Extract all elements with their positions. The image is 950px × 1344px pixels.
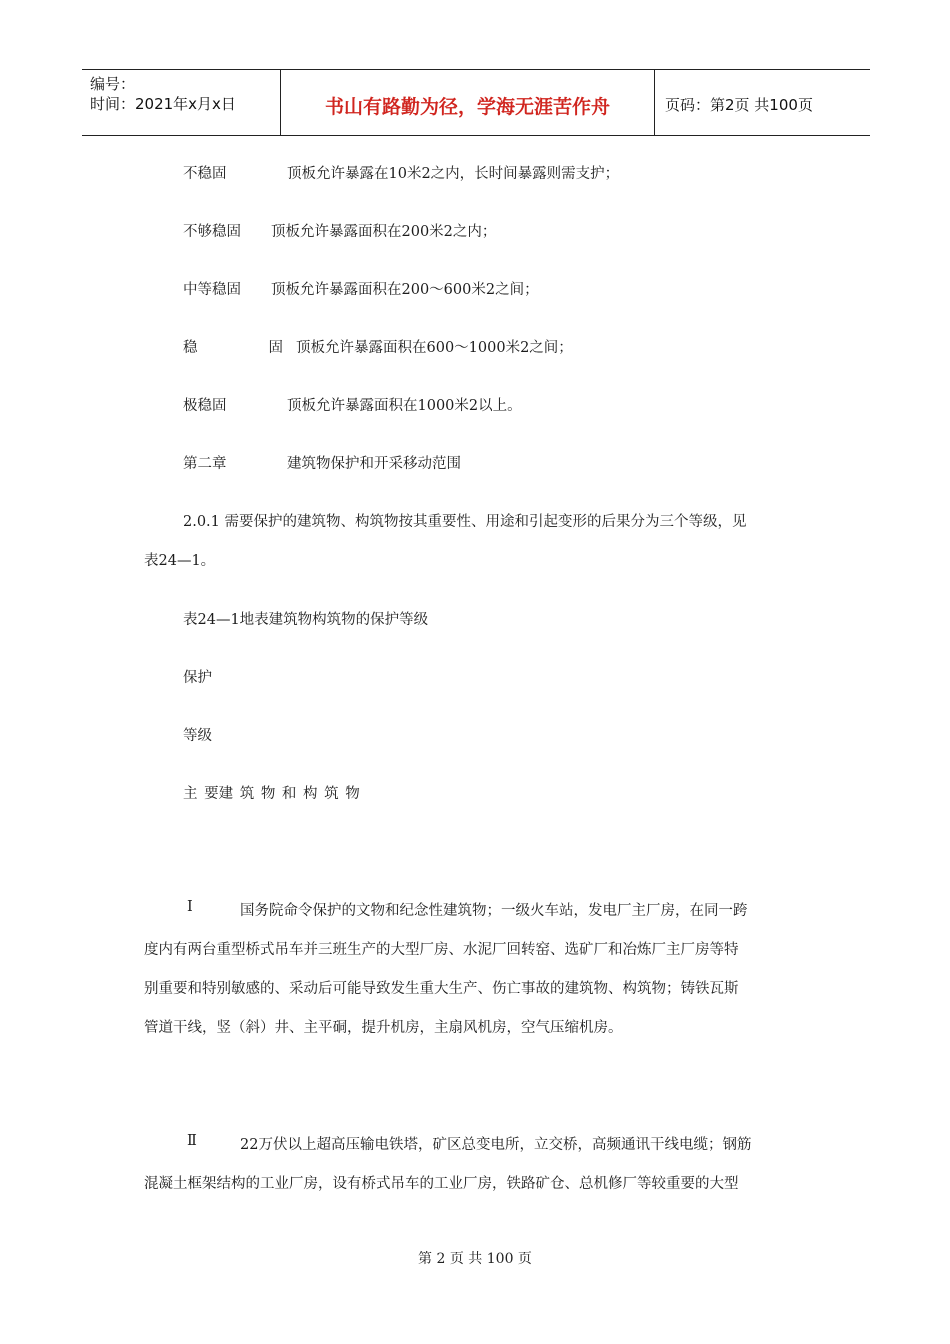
stability-desc: 顶板允许暴露面积在200米2之内； xyxy=(271,224,497,240)
table-header-protection: 保护 xyxy=(183,670,212,686)
header-page-info: 页码：第2页 共100页 xyxy=(665,96,813,114)
stability-term: 中等稳固 xyxy=(183,282,241,298)
document-header xyxy=(82,69,870,136)
grade-text-line: 国务院命令保护的文物和纪念性建筑物；一级火车站，发电厂主厂房，在同一跨 xyxy=(240,903,748,919)
stability-desc: 顶板允许暴露面积在200～600米2之间； xyxy=(271,282,539,298)
stability-desc: 顶板允许暴露面积在600～1000米2之间； xyxy=(296,340,573,356)
document-number-label: 编号： xyxy=(90,75,136,93)
grade-numeral: Ⅱ xyxy=(187,1133,197,1149)
grade-text-line: 管道干线，竖（斜）井、主平硐，提升机房，主扇风机房，空气压缩机房。 xyxy=(144,1020,623,1036)
table-caption: 表24—1地表建筑物构筑物的保护等级 xyxy=(183,612,429,628)
stability-desc: 顶板允许暴露在10米2之内，长时间暴露则需支护； xyxy=(287,166,620,182)
stability-term: 稳 固 xyxy=(183,340,297,356)
table-header-buildings: 主 要建 筑 物 和 构 筑 物 xyxy=(183,786,360,802)
chapter-label: 第二章 xyxy=(183,456,227,472)
header-page-cell xyxy=(655,70,870,135)
grade-numeral: Ⅰ xyxy=(187,899,193,915)
header-motto-cell xyxy=(281,70,655,135)
grade-text-line: 别重要和特别敏感的、采动后可能导致发生重大生产、伤亡事故的建筑物、构筑物；铸铁瓦斯 xyxy=(144,981,739,997)
grade-text-line: 度内有两台重型桥式吊车并三班生产的大型厂房、水泥厂回转窑、选矿厂和冶炼厂主厂房等特 xyxy=(144,942,739,958)
table-header-grade: 等级 xyxy=(183,728,212,744)
stability-term: 不稳固 xyxy=(183,166,227,182)
grade-text-line: 混凝土框架结构的工业厂房，设有桥式吊车的工业厂房，铁路矿仓、总机修厂等较重要的大型 xyxy=(144,1176,739,1192)
header-motto: 书山有路勤为径，学海无涯苦作舟 xyxy=(324,96,610,118)
page-footer: 第 2 页 共 100 页 xyxy=(418,1251,532,1267)
chapter-title: 建筑物保护和开采移动范围 xyxy=(287,456,461,472)
header-meta-cell xyxy=(82,70,281,135)
paragraph-line: 表24—1。 xyxy=(144,553,216,569)
grade-text-line: 22万伏以上超高压输电铁塔，矿区总变电所，立交桥，高频通讯干线电缆；钢筋 xyxy=(240,1137,752,1153)
stability-term: 极稳固 xyxy=(183,398,227,414)
paragraph-line: 2.0.1 需要保护的建筑物、构筑物按其重要性、用途和引起变形的后果分为三个等级，见 xyxy=(183,514,747,530)
document-date-label: 时间：2021年x月x日 xyxy=(90,95,236,113)
stability-term: 不够稳固 xyxy=(183,224,241,240)
stability-desc: 顶板允许暴露面积在1000米2以上。 xyxy=(287,398,522,414)
